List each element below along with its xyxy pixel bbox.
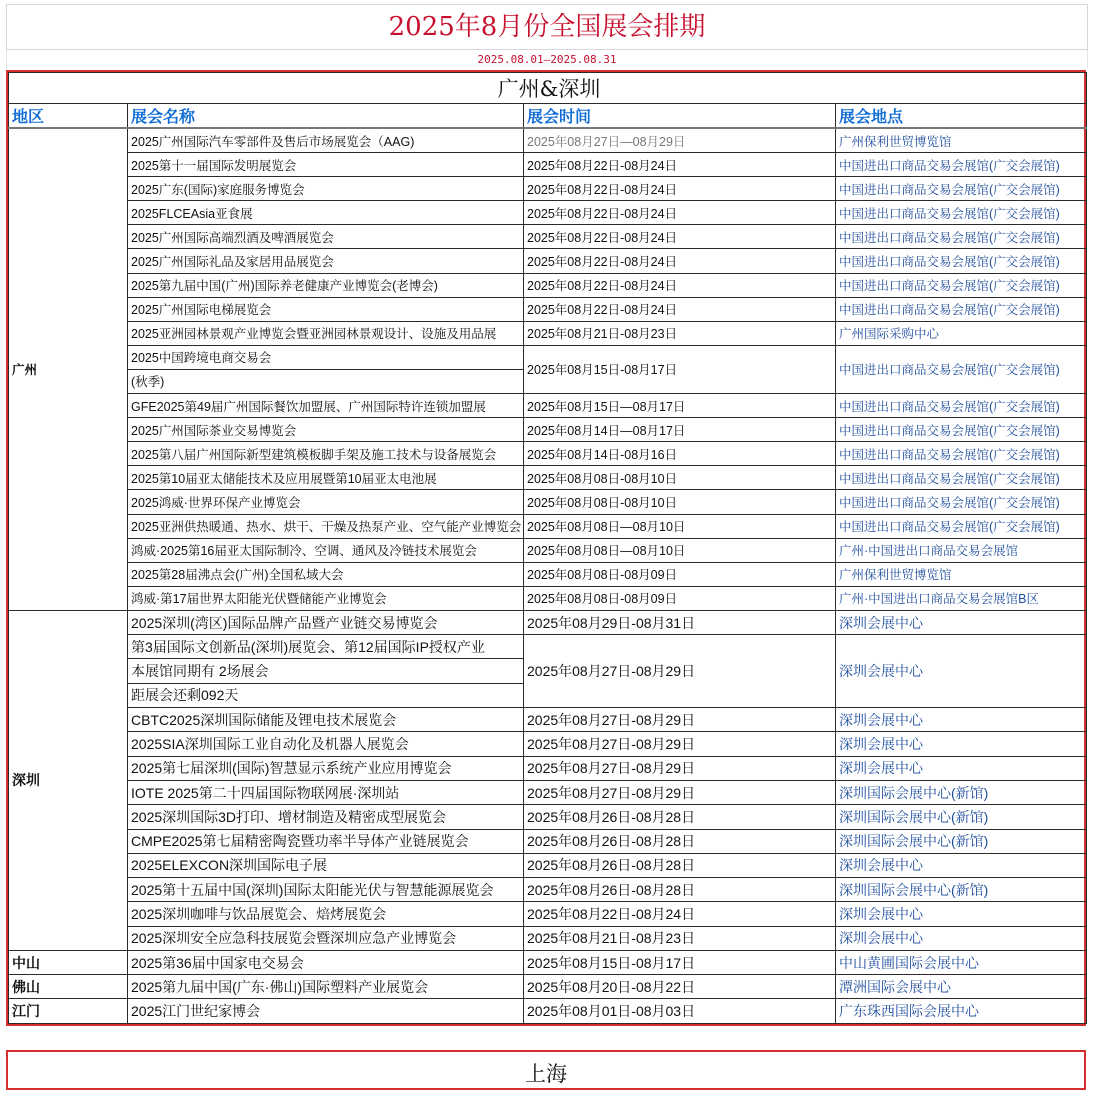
expo-time: 2025年08月27日—08月29日 — [524, 128, 836, 153]
expo-name: 鸿威·2025第16届亚太国际制冷、空调、通风及冷链技术展览会 — [128, 538, 524, 562]
table-row — [9, 225, 1087, 249]
expo-name: 2025深圳(湾区)国际品牌产品暨产业链交易博览会 — [128, 610, 524, 634]
expo-venue: 深圳会展中心 — [836, 732, 1087, 756]
table-row — [9, 708, 1087, 732]
table-row — [9, 562, 1087, 586]
expo-name: 2025第28届沸点会(广州)全国私域大会 — [128, 562, 524, 586]
table-row — [9, 926, 1087, 950]
expo-name: 2025中国跨境电商交易会 — [128, 345, 524, 369]
expo-venue: 中国进出口商品交易会展馆(广交会展馆) — [836, 442, 1087, 466]
expo-venue: 中国进出口商品交易会展馆(广交会展馆) — [836, 249, 1087, 273]
expo-time: 2025年08月08日-08月10日 — [524, 466, 836, 490]
expo-name: 2025第十一届国际发明展览会 — [128, 153, 524, 177]
expo-venue: 广州·中国进出口商品交易会展馆 — [836, 538, 1087, 562]
expo-venue: 中国进出口商品交易会展馆(广交会展馆) — [836, 153, 1087, 177]
expo-venue: 中国进出口商品交易会展馆(广交会展馆) — [836, 345, 1087, 393]
expo-time: 2025年08月14日-08月16日 — [524, 442, 836, 466]
expo-name: 2025SIA深圳国际工业自动化及机器人展览会 — [128, 732, 524, 756]
expo-venue: 广州·中国进出口商品交易会展馆B区 — [836, 586, 1087, 610]
expo-time: 2025年08月22日-08月24日 — [524, 177, 836, 201]
expo-time: 2025年08月27日-08月29日 — [524, 708, 836, 732]
table-row — [9, 902, 1087, 926]
expo-time: 2025年08月22日-08月24日 — [524, 902, 836, 926]
expo-venue: 中国进出口商品交易会展馆(广交会展馆) — [836, 394, 1087, 418]
expo-time: 2025年08月22日-08月24日 — [524, 153, 836, 177]
expo-time: 2025年08月08日-08月09日 — [524, 562, 836, 586]
expo-time: 2025年08月26日-08月28日 — [524, 805, 836, 829]
header-region: 地区 — [9, 104, 128, 129]
expo-venue: 深圳会展中心 — [836, 853, 1087, 877]
region-zhongshan: 中山 — [9, 951, 128, 975]
expo-name: 第3届国际文创新品(深圳)展览会、第12届国际IP授权产业 — [128, 635, 524, 659]
expo-name: 2025第九届中国(广州)国际养老健康产业博览会(老博会) — [128, 273, 524, 297]
table-row — [9, 345, 1087, 369]
expo-venue: 中国进出口商品交易会展馆(广交会展馆) — [836, 490, 1087, 514]
table-row — [9, 538, 1087, 562]
expo-time: 2025年08月26日-08月28日 — [524, 878, 836, 902]
table-row — [9, 273, 1087, 297]
expo-time: 2025年08月27日-08月29日 — [524, 780, 836, 804]
expo-venue: 深圳会展中心 — [836, 708, 1087, 732]
expo-time: 2025年08月14日—08月17日 — [524, 418, 836, 442]
column-header-row — [9, 104, 1087, 129]
expo-venue: 中山黄圃国际会展中心 — [836, 951, 1087, 975]
expo-venue: 中国进出口商品交易会展馆(广交会展馆) — [836, 273, 1087, 297]
expo-time: 2025年08月22日-08月24日 — [524, 201, 836, 225]
expo-name: 2025第36届中国家电交易会 — [128, 951, 524, 975]
table-row — [9, 128, 1087, 153]
expo-venue: 潭洲国际会展中心 — [836, 975, 1087, 999]
expo-time: 2025年08月27日-08月29日 — [524, 756, 836, 780]
region-shenzhen: 深圳 — [9, 610, 128, 950]
expo-venue: 深圳国际会展中心(新馆) — [836, 780, 1087, 804]
expo-name: CBTC2025深圳国际储能及锂电技术展览会 — [128, 708, 524, 732]
table-row — [9, 394, 1087, 418]
expo-name: 2025广东(国际)家庭服务博览会 — [128, 177, 524, 201]
table-row — [9, 177, 1087, 201]
expo-venue: 深圳国际会展中心(新馆) — [836, 805, 1087, 829]
expo-venue: 中国进出口商品交易会展馆(广交会展馆) — [836, 201, 1087, 225]
table-row — [9, 321, 1087, 345]
expo-venue: 深圳会展中心 — [836, 902, 1087, 926]
expo-venue: 深圳会展中心 — [836, 756, 1087, 780]
expo-name: 2025第十五届中国(深圳)国际太阳能光伏与智慧能源展览会 — [128, 878, 524, 902]
expo-name: 2025鸿威·世界环保产业博览会 — [128, 490, 524, 514]
expo-time: 2025年08月21日-08月23日 — [524, 926, 836, 950]
expo-name: 2025深圳安全应急科技展览会暨深圳应急产业博览会 — [128, 926, 524, 950]
page-title: 2025年8月份全国展会排期 — [388, 12, 706, 42]
expo-name: 2025广州国际电梯展览会 — [128, 297, 524, 321]
expo-time: 2025年08月29日-08月31日 — [524, 610, 836, 634]
expo-time: 2025年08月22日-08月24日 — [524, 273, 836, 297]
table-row — [9, 951, 1087, 975]
expo-time: 2025年08月22日-08月24日 — [524, 225, 836, 249]
section-header-shanghai — [6, 1050, 1086, 1090]
expo-venue: 中国进出口商品交易会展馆(广交会展馆) — [836, 297, 1087, 321]
expo-time: 2025年08月15日—08月17日 — [524, 394, 836, 418]
expo-venue: 中国进出口商品交易会展馆(广交会展馆) — [836, 418, 1087, 442]
expo-venue: 深圳会展中心 — [836, 635, 1087, 708]
expo-name: 2025第七届深圳(国际)智慧显示系统产业应用博览会 — [128, 756, 524, 780]
table-row — [9, 829, 1087, 853]
expo-time: 2025年08月01日-08月03日 — [524, 999, 836, 1023]
expo-name: 2025广州国际茶业交易博览会 — [128, 418, 524, 442]
expo-name: 鸿威·第17届世界太阳能光伏暨储能产业博览会 — [128, 586, 524, 610]
expo-time: 2025年08月26日-08月28日 — [524, 829, 836, 853]
table-row — [9, 201, 1087, 225]
table-row — [9, 490, 1087, 514]
expo-name: 2025江门世纪家博会 — [128, 999, 524, 1023]
section-header-gz-sz — [9, 73, 1087, 104]
expo-time: 2025年08月08日-08月09日 — [524, 586, 836, 610]
expo-time: 2025年08月20日-08月22日 — [524, 975, 836, 999]
expo-time: 2025年08月08日—08月10日 — [524, 538, 836, 562]
expo-venue: 中国进出口商品交易会展馆(广交会展馆) — [836, 225, 1087, 249]
schedule-table — [8, 72, 1087, 1024]
expo-name: 2025FLCEAsia亚食展 — [128, 201, 524, 225]
table-row — [9, 805, 1087, 829]
expo-name: 2025广州国际汽车零部件及售后市场展览会（AAG) — [128, 128, 524, 153]
table-row — [9, 780, 1087, 804]
expo-time: 2025年08月22日-08月24日 — [524, 249, 836, 273]
expo-time: 2025年08月08日-08月10日 — [524, 490, 836, 514]
expo-venue: 深圳国际会展中心(新馆) — [836, 878, 1087, 902]
header-time: 展会时间 — [524, 104, 836, 129]
region-guangzhou: 广州 — [9, 128, 128, 610]
table-row — [9, 610, 1087, 634]
expo-time: 2025年08月27日-08月29日 — [524, 732, 836, 756]
expo-time: 2025年08月21日-08月23日 — [524, 321, 836, 345]
table-row — [9, 853, 1087, 877]
date-range: 2025.08.01—2025.08.31 — [6, 50, 1088, 68]
expo-venue: 中国进出口商品交易会展馆(广交会展馆) — [836, 514, 1087, 538]
table-row — [9, 732, 1087, 756]
expo-name: GFE2025第49届广州国际餐饮加盟展、广州国际特许连锁加盟展 — [128, 394, 524, 418]
expo-venue: 广东珠西国际会展中心 — [836, 999, 1087, 1023]
expo-venue: 深圳国际会展中心(新馆) — [836, 829, 1087, 853]
expo-venue: 广州保利世贸博览馆 — [836, 562, 1087, 586]
expo-countdown: 距展会还剩092天 — [128, 683, 524, 707]
expo-name: 2025第八届广州国际新型建筑模板脚手架及施工技术与设备展览会 — [128, 442, 524, 466]
expo-name: 2025广州国际高端烈酒及啤酒展览会 — [128, 225, 524, 249]
section-title: 广州&深圳 — [9, 73, 1087, 104]
expo-venue: 广州保利世贸博览馆 — [836, 128, 1087, 153]
expo-venue: 深圳会展中心 — [836, 926, 1087, 950]
expo-name-line2: (秋季) — [128, 369, 524, 393]
expo-name: 2025ELEXCON深圳国际电子展 — [128, 853, 524, 877]
expo-name: 2025亚洲供热暖通、热水、烘干、干燥及热泵产业、空气能产业博览会 — [128, 514, 524, 538]
expo-name: 2025亚洲园林景观产业博览会暨亚洲园林景观设计、设施及用品展 — [128, 321, 524, 345]
table-row — [9, 975, 1087, 999]
expo-name: CMPE2025第七届精密陶瓷暨功率半导体产业链展览会 — [128, 829, 524, 853]
header-venue: 展会地点 — [836, 104, 1087, 129]
expo-venue: 深圳会展中心 — [836, 610, 1087, 634]
expo-venue: 广州国际采购中心 — [836, 321, 1087, 345]
page-title-box — [6, 4, 1088, 50]
table-row — [9, 514, 1087, 538]
region-foshan: 佛山 — [9, 975, 128, 999]
expo-venue: 中国进出口商品交易会展馆(广交会展馆) — [836, 177, 1087, 201]
expo-time: 2025年08月26日-08月28日 — [524, 853, 836, 877]
expo-name: 2025第10届亚太储能技术及应用展暨第10届亚太电池展 — [128, 466, 524, 490]
table-row — [9, 153, 1087, 177]
table-row — [9, 418, 1087, 442]
table-row — [9, 999, 1087, 1023]
expo-name: 2025深圳咖啡与饮品展览会、焙烤展览会 — [128, 902, 524, 926]
expo-time: 2025年08月08日—08月10日 — [524, 514, 836, 538]
table-row — [9, 878, 1087, 902]
expo-note: 本展馆同期有 2场展会 — [128, 659, 524, 683]
table-row — [9, 756, 1087, 780]
header-name: 展会名称 — [128, 104, 524, 129]
table-row — [9, 442, 1087, 466]
table-row — [9, 249, 1087, 273]
expo-name: 2025第九届中国(广东·佛山)国际塑料产业展览会 — [128, 975, 524, 999]
table-row — [9, 297, 1087, 321]
expo-name: 2025广州国际礼品及家居用品展览会 — [128, 249, 524, 273]
expo-venue: 中国进出口商品交易会展馆(广交会展馆) — [836, 466, 1087, 490]
table-row — [9, 635, 1087, 659]
region-jiangmen: 江门 — [9, 999, 128, 1023]
expo-name: IOTE 2025第二十四届国际物联网展·深圳站 — [128, 780, 524, 804]
section-title-shanghai: 上海 — [525, 1062, 567, 1086]
expo-name: 2025深圳国际3D打印、增材制造及精密成型展览会 — [128, 805, 524, 829]
expo-time: 2025年08月22日-08月24日 — [524, 297, 836, 321]
table-row — [9, 466, 1087, 490]
expo-time: 2025年08月27日-08月29日 — [524, 635, 836, 708]
table-row — [9, 586, 1087, 610]
expo-time: 2025年08月15日-08月17日 — [524, 951, 836, 975]
expo-time: 2025年08月15日-08月17日 — [524, 345, 836, 393]
